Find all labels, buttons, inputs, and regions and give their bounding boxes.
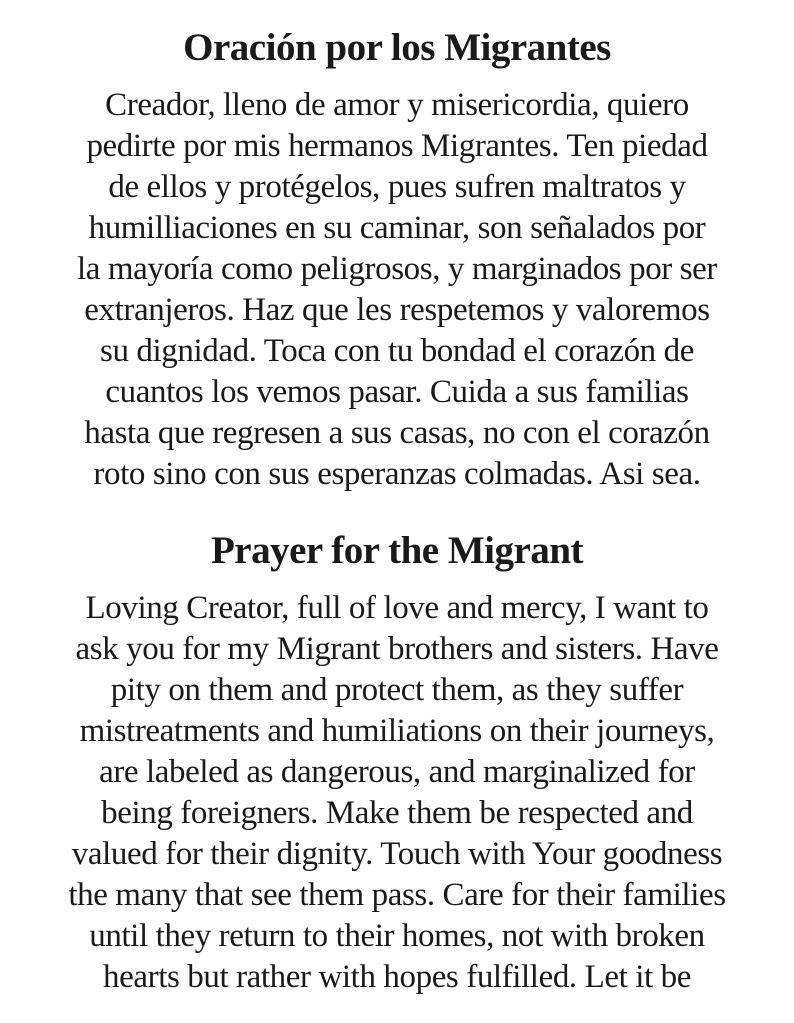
prayer-line: are labeled as dangerous, and marginalized for [99,753,695,790]
prayer-line: pedirte por mis hermanos Migrantes. Ten piedad [86,127,708,164]
spanish-prayer-section [8,26,786,495]
english-prayer-body [8,588,786,998]
english-prayer-section [8,529,786,998]
prayer-line: de ellos y protégelos, pues sufren maltratos y [108,168,686,205]
prayer-line: Loving Creator, full of love and mercy, I want to [85,589,709,626]
prayer-line: pity on them and protect them, as they suffer [110,671,684,708]
prayer-line: cuantos los vemos pasar. Cuida a sus familias [105,373,689,410]
prayer-line: la mayoría como peligrosos, y marginados por ser [76,250,718,287]
prayer-line: roto sino con sus esperanzas colmadas. Asi sea. [93,455,701,492]
prayer-line: hasta que regresen a sus casas, no con el corazón [84,414,710,451]
prayer-line: being foreigners. Make them be respected and [101,794,693,831]
prayer-line: ask you for my Migrant brothers and sisters. Have [75,630,719,667]
prayer-line: humilliaciones en su caminar, son señalados por [88,209,706,246]
prayer-line: mistreatments and humiliations on their journeys, [79,712,715,749]
prayer-line: until they return to their homes, not with broken [89,917,705,954]
prayer-line: extranjeros. Haz que les respetemos y valoremos [84,291,710,328]
prayer-line: valued for their dignity. Touch with Your goodness [71,835,723,872]
prayer-line: su dignidad. Toca con tu bondad el corazón de [100,332,694,369]
spanish-prayer-title: Oración por los Migrantes [183,26,611,69]
prayer-line: the many that see them pass. Care for their families [68,876,726,913]
english-prayer-title: Prayer for the Migrant [210,528,583,572]
prayer-line: Creador, lleno de amor y misericordia, quiero [105,86,689,123]
prayer-line: hearts but rather with hopes fulfilled. Let it be [103,958,691,995]
spanish-prayer-body [8,85,786,495]
